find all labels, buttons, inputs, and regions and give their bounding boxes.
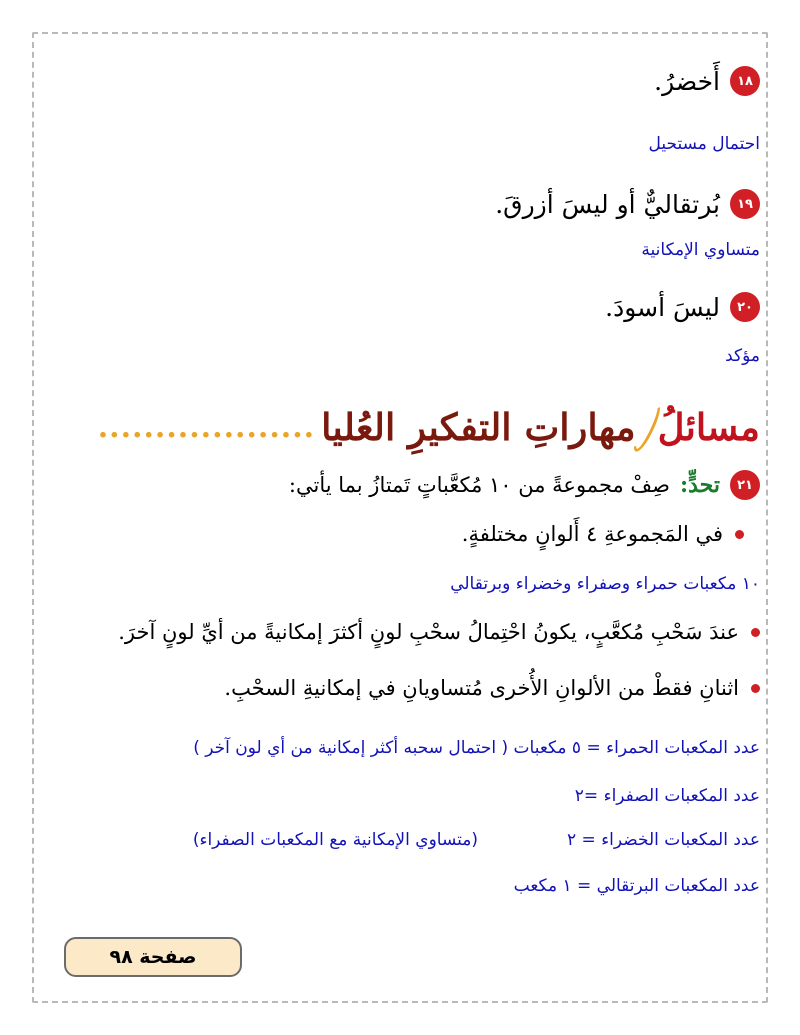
question-number-badge: ٢١ [730,470,760,500]
bullet-icon [751,684,760,693]
page-border [32,32,768,1003]
question-text: بُرتقاليٌّ أو ليسَ أزرقَ. [495,189,720,219]
bullet-text: عندَ سَحْبِ مُكعَّبٍ، يكونُ احْتِمالُ سحْبِ لونٍ أكثرَ إمكانيةً من أيِّ لونٍ آخرَ. [118,620,739,644]
answer-green-note: (متساوي الإمكانية مع المكعبات الصفراء) [192,830,478,850]
answer-20: مؤكد [725,346,760,366]
answer-red-count: عدد المكعبات الحمراء = ٥ مكعبات ( احتمال سحبه أكثر إمكانية من أي لون آخر ) [193,738,760,758]
question-20 [605,292,760,322]
answer-orange-count: عدد المكعبات البرتقالي = ١ مكعب [513,876,760,896]
bullet-icon [735,530,744,539]
bullet-item [118,620,760,644]
answer-yellow-count: عدد المكعبات الصفراء =٢ [574,786,760,806]
question-text: أَخضرُ. [654,66,720,96]
bullet-icon [751,628,760,637]
section-heading-title: مهاراتِ التفكيرِ العُليا [321,405,636,449]
challenge-text: صِفْ مجموعةً من ١٠ مُكعَّباتٍ تَمتازُ بما يأتي: [288,473,670,497]
answer-18: احتمال مستحيل [648,134,760,154]
question-number-badge: ١٩ [730,189,760,219]
question-19 [495,189,760,219]
section-heading-prefix: مسائلُ [657,405,760,449]
question-number-badge: ١٨ [730,66,760,96]
bullet-item [462,522,744,546]
challenge-question [289,470,760,500]
bullet-text: في المَجموعةِ ٤ أَلوانٍ مختلفةٍ. [461,522,723,546]
answer-set: ١٠ مكعبات حمراء وصفراء وخضراء وبرتقالي [450,574,760,594]
question-18 [654,66,760,96]
bullet-item [224,676,760,700]
section-heading [98,400,760,454]
page-number-badge: صفحة ٩٨ [64,937,242,977]
question-text: ليسَ أسودَ. [605,292,720,322]
answer-green-count: عدد المكعبات الخضراء = ٢ [567,830,760,850]
challenge-label: تحدٍّ: [680,472,720,498]
section-heading-dots: ................... [97,409,316,445]
answer-19: متساوي الإمكانية [641,240,760,260]
question-number-badge: ٢٠ [730,292,760,322]
bullet-text: اثنانِ فقطْ من الألوانِ الأُخرى مُتساويانِ في إمكانيةِ السحْبِ. [224,676,739,700]
